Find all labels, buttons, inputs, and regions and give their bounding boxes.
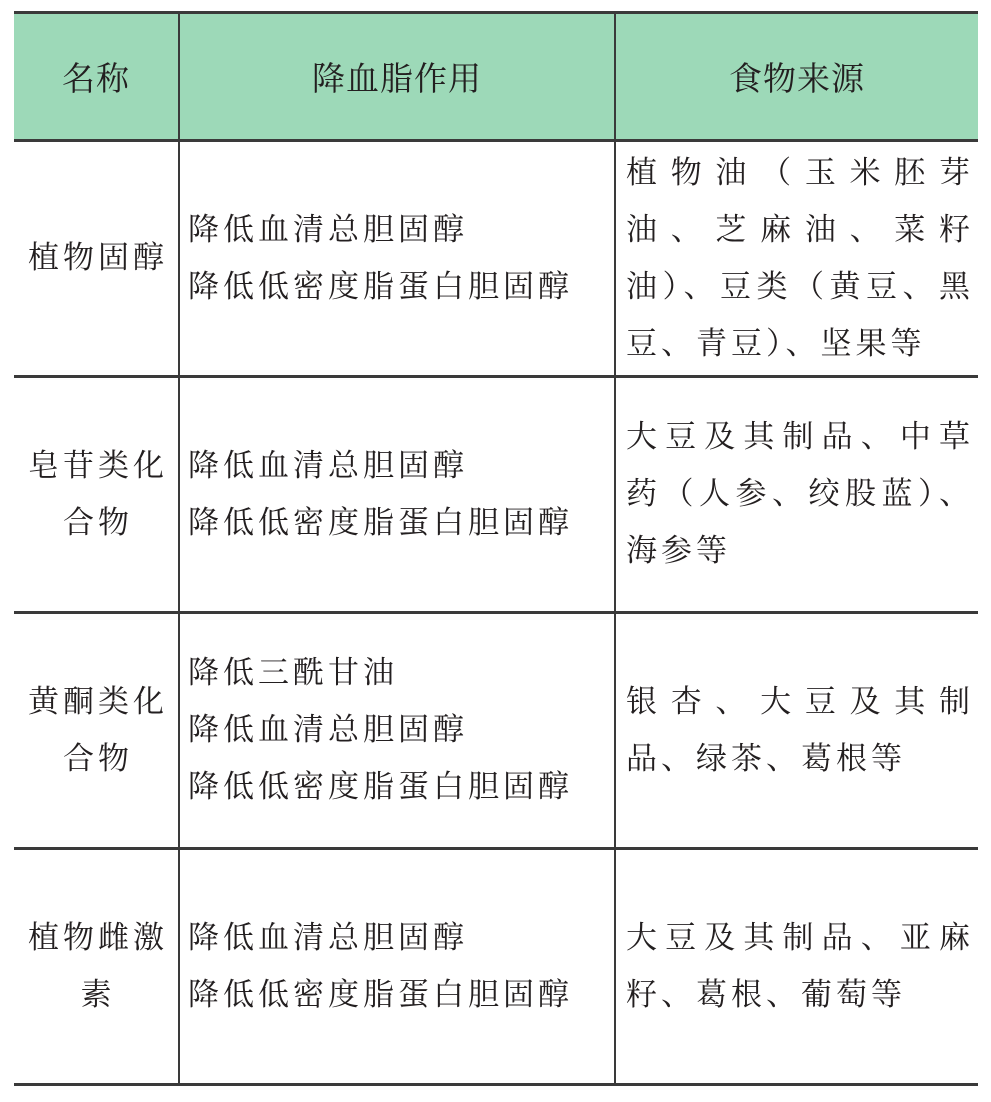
header-effect: 降血脂作用 [179, 13, 615, 141]
effect-cell [179, 849, 615, 1085]
table-body [14, 141, 978, 1085]
effect-line: 降低血清总胆固醇 [188, 712, 468, 748]
effect-cell [179, 613, 615, 849]
effect-line: 降低血清总胆固醇 [188, 447, 468, 484]
effect-line: 降低低密度脂蛋白胆固醇 [188, 769, 573, 805]
lipid-lowering-table [14, 11, 978, 1086]
table-row [14, 613, 978, 849]
effect-cell [179, 141, 615, 377]
name-cell: 皂苷类化合物 [14, 377, 179, 613]
effect-line: 降低血清总胆固醇 [188, 211, 468, 248]
source-cell: 大豆及其制品、亚麻籽、葛根、葡萄等 [615, 849, 978, 1085]
effect-line: 降低血清总胆固醇 [188, 919, 468, 956]
table-row [14, 141, 978, 377]
name-cell: 植物雌激素 [14, 849, 179, 1085]
name-cell: 植物固醇 [14, 141, 179, 377]
effect-cell [179, 377, 615, 613]
header-row [14, 13, 978, 141]
name-cell: 黄酮类化合物 [14, 613, 179, 849]
table-row [14, 377, 978, 613]
source-cell: 银杏、大豆及其制品、绿茶、葛根等 [615, 613, 978, 849]
source-cell: 植物油（玉米胚芽油、芝麻油、菜籽油）、豆类（黄豆、黑豆、青豆）、坚果等 [615, 141, 978, 377]
effect-line: 降低低密度脂蛋白胆固醇 [188, 504, 573, 541]
effect-line: 降低低密度脂蛋白胆固醇 [188, 268, 573, 305]
header-name: 名称 [14, 13, 179, 141]
source-cell: 大豆及其制品、中草药（人参、绞股蓝）、海参等 [615, 377, 978, 613]
table-header [14, 13, 978, 141]
effect-line: 降低低密度脂蛋白胆固醇 [188, 976, 573, 1013]
table-row [14, 849, 978, 1085]
header-source: 食物来源 [615, 13, 978, 141]
effect-line: 降低三酰甘油 [188, 655, 398, 691]
